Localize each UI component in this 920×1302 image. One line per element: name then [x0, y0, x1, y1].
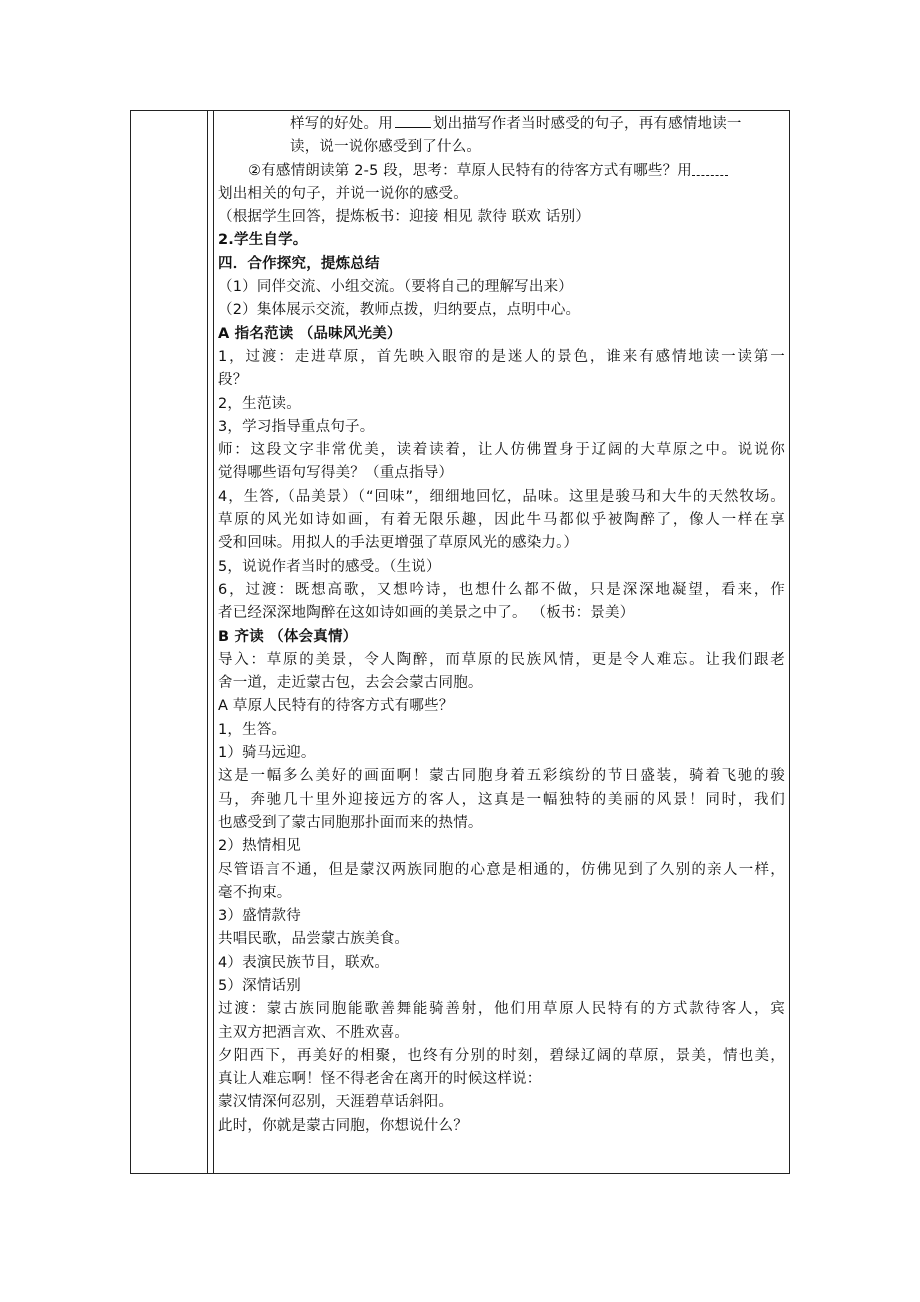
- text-span: ②有感情朗读第 2-5 段，思考：草原人民特有的待客方式有哪些？用: [248, 162, 692, 179]
- text-line: 5）深情话别: [218, 977, 301, 994]
- text-line: 夕阳西下，再美好的相聚，也终有分别的时刻，碧绿辽阔的草原，景美，情也美，: [218, 1047, 785, 1064]
- text-line: 马，奔驰几十里外迎接远方的客人，这真是一幅独特的美丽的风景！同时，我们: [218, 791, 785, 808]
- dashed-line-mark: [692, 166, 728, 176]
- text-line: 师：这段文字非常优美，读着读着，让人仿佛置身于辽阔的大草原之中。说说你: [218, 442, 785, 459]
- text-line: 受和回味。用拟人的手法更增强了草原风光的感染力。）: [218, 535, 579, 552]
- text-line: 导入：草原的美景，令人陶醉，而草原的民族风情，更是令人难忘。让我们跟老: [218, 651, 785, 668]
- text-line: [218, 160, 785, 183]
- text-line: 3）盛情款待: [218, 908, 301, 925]
- text-line: 1，过渡：走进草原，首先映入眼帘的是迷人的景色，谁来有感情地读一读第一: [218, 348, 785, 365]
- lesson-content-cell: [218, 113, 785, 1138]
- text-span: 划出描写作者当时感受的句子，再有感情地读一: [432, 116, 742, 132]
- text-line: 4）表演民族节目，联欢。: [218, 954, 390, 971]
- text-line: （2）集体展示交流，教师点拨，归纳要点，点明中心。: [218, 302, 581, 319]
- text-line: 2，生范读。: [218, 395, 301, 412]
- text-line: 尽管语言不通，但是蒙汉两族同胞的心意是相通的，仿佛见到了久别的亲人一样，: [218, 861, 785, 878]
- text-span: 样写的好处。用: [290, 116, 393, 132]
- text-line: 4，生答,（品美景）（“回味”，细细地回忆，品味。这里是骏马和大牛的天然牧场。: [218, 488, 785, 505]
- text-line: 6，过渡：既想高歌，又想吟诗，也想什么都不做，只是深深地凝望，看来，作: [218, 581, 785, 598]
- text-line: 者已经深深地陶醉在这如诗如画的美景之中了。 （板书：景美）: [218, 605, 635, 622]
- subsection-heading: A 指名范读 （品味风光美）: [218, 325, 402, 342]
- table-column-left: [131, 111, 208, 1173]
- text-line: （1）同伴交流、小组交流。（要将自己的理解写出来）: [218, 279, 573, 296]
- text-line: 3，学习指导重点句子。: [218, 418, 375, 435]
- text-line: 草原的风光如诗如画，有着无限乐趣，因此牛马都似乎被陶醉了，像人一样在享: [218, 512, 785, 529]
- text-line: 此时，你就是蒙古同胞，你想说什么？: [218, 1117, 468, 1134]
- table-column-narrow: [207, 111, 214, 1173]
- text-line: （根据学生回答，提炼板书：迎接 相见 款待 联欢 话别）: [218, 209, 591, 226]
- text-line: 舍一道，走近蒙古包，去会会蒙古同胞。: [218, 675, 483, 692]
- underline-mark: [395, 113, 431, 128]
- text-line: 2.学生自学。: [218, 232, 308, 249]
- text-line: 1）骑马远迎。: [218, 745, 316, 762]
- lesson-table: [130, 110, 790, 1174]
- text-line: 蒙汉情深何忍别，天涯碧草话斜阳。: [218, 1094, 454, 1111]
- text-line: 也感受到了蒙古同胞那扑面而来的热情。: [218, 814, 483, 831]
- text-line: 这是一幅多么美好的画面啊！蒙古同胞身着五彩缤纷的节日盛装，骑着飞驰的骏: [218, 768, 785, 785]
- subsection-heading: B 齐读 （体会真情）: [218, 628, 358, 645]
- text-line: 读，说一说你感受到了什么。: [290, 139, 482, 156]
- text-line: 觉得哪些语句写得美？（重点指导）: [218, 465, 454, 482]
- section-heading: 四．合作探究，提炼总结: [218, 255, 380, 272]
- text-line: 5，说说作者当时的感受。（生说）: [218, 558, 441, 575]
- text-line: 2）热情相见: [218, 838, 301, 855]
- text-line: 毫不拘束。: [218, 884, 292, 901]
- text-line: 真让人难忘啊！怪不得老舍在离开的时候这样说：: [218, 1071, 542, 1088]
- text-line: [218, 113, 785, 136]
- text-line: 1，生答。: [218, 721, 287, 738]
- text-line: 段？: [218, 372, 248, 389]
- text-line: 主双方把酒言欢、不胜欢喜。: [218, 1024, 410, 1041]
- text-line: 共唱民歌，品尝蒙古族美食。: [218, 931, 410, 948]
- text-line: 划出相关的句子，并说一说你的感受。: [218, 185, 468, 202]
- text-line: A 草原人民特有的待客方式有哪些？: [218, 698, 454, 715]
- text-line: 过渡：蒙古族同胞能歌善舞能骑善射，他们用草原人民特有的方式款待客人，宾: [218, 1001, 785, 1018]
